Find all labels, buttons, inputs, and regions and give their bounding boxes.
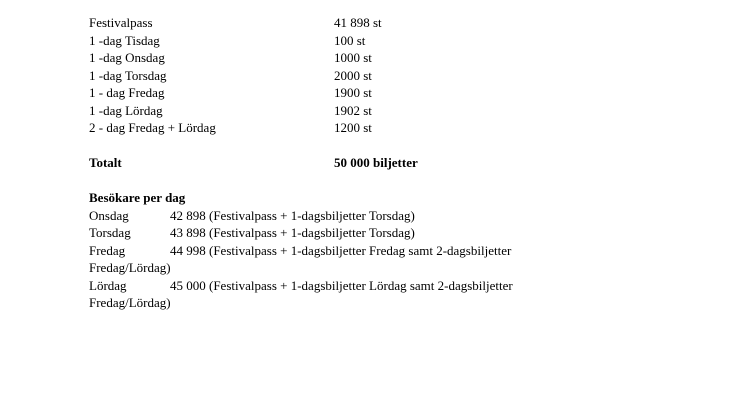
ticket-label: Festivalpass xyxy=(89,15,153,30)
visitor-row xyxy=(89,207,689,225)
ticket-count: 1900 st xyxy=(334,85,372,100)
visitor-desc: 42 898 (Festivalpass + 1-dagsbiljetter Torsdag) xyxy=(170,207,415,223)
visitor-desc: 44 998 (Festivalpass + 1-dagsbiljetter Fredag samt 2-dagsbiljetter xyxy=(170,242,512,258)
visitor-day: Torsdag xyxy=(89,225,131,240)
ticket-label: 1 - dag Fredag xyxy=(89,85,165,100)
visitors-list xyxy=(89,207,689,312)
ticket-row xyxy=(89,84,689,102)
ticket-row xyxy=(89,67,689,85)
visitor-row xyxy=(89,224,689,242)
ticket-row xyxy=(89,102,689,120)
ticket-count: 2000 st xyxy=(334,67,372,83)
ticket-count: 1902 st xyxy=(334,102,372,118)
document-body xyxy=(89,14,689,312)
ticket-count: 100 st xyxy=(334,32,366,48)
ticket-list xyxy=(89,14,689,137)
ticket-label: 1 -dag Lördag xyxy=(89,102,163,118)
visitor-day: Lördag xyxy=(89,277,127,293)
ticket-label: 2 - dag Fredag + Lördag xyxy=(89,120,216,135)
ticket-count: 1200 st xyxy=(334,120,372,135)
visitor-row-continuation: Fredag/Lördag) xyxy=(89,260,171,275)
visitor-row-continuation: Fredag/Lördag) xyxy=(89,295,171,310)
visitor-desc: 43 898 (Festivalpass + 1-dagsbiljetter Torsdag) xyxy=(170,225,415,240)
ticket-row xyxy=(89,49,689,67)
ticket-row xyxy=(89,119,689,137)
ticket-row xyxy=(89,14,689,32)
ticket-count: 1000 st xyxy=(334,50,372,65)
ticket-label: 1 -dag Torsdag xyxy=(89,67,167,83)
total-label: Totalt xyxy=(89,155,122,170)
spacer xyxy=(89,172,689,190)
visitor-day: Fredag xyxy=(89,242,126,258)
visitor-desc: 45 000 (Festivalpass + 1-dagsbiljetter Lördag samt 2-dagsbiljetter xyxy=(170,277,513,293)
ticket-label: 1 -dag Onsdag xyxy=(89,50,165,65)
visitor-day: Onsdag xyxy=(89,207,129,223)
spacer xyxy=(89,137,689,155)
total-value: 50 000 biljetter xyxy=(334,155,418,170)
visitor-row xyxy=(89,277,689,295)
ticket-count: 41 898 st xyxy=(334,15,382,30)
ticket-row xyxy=(89,32,689,50)
ticket-label: 1 -dag Tisdag xyxy=(89,32,160,48)
visitors-heading: Besökare per dag xyxy=(89,190,186,205)
visitor-row xyxy=(89,242,689,260)
total-row xyxy=(89,154,689,172)
